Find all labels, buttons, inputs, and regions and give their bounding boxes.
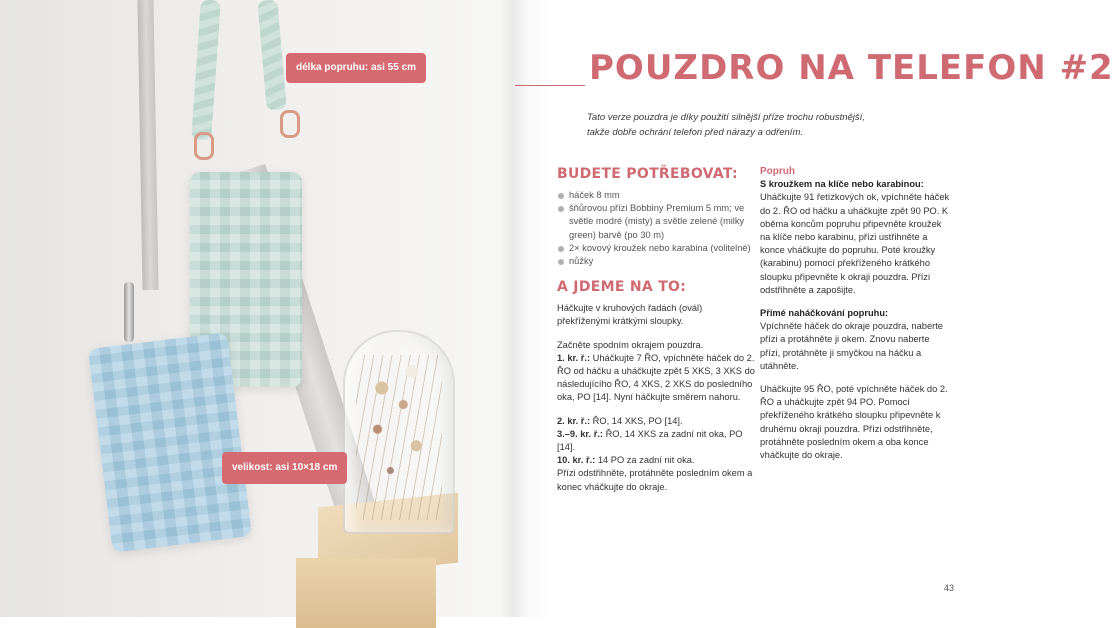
row-instruction xyxy=(557,415,757,428)
row-instruction xyxy=(557,454,757,467)
size-tag: velikost: asi 10×18 cm xyxy=(222,452,347,484)
product-photo xyxy=(0,0,515,617)
right-column xyxy=(760,165,950,462)
metal-hook-icon xyxy=(124,282,134,342)
paragraph: Přízi odstřihněte, protáhněte posledním okem a konec vháčkujte do okraje. xyxy=(557,468,753,492)
paragraph: Vpíchněte háček do okraje pouzdra, naberte přízi a protáhněte ji okem. Znovu naberte přízi, protáhněte ji smyčkou na háčku a utáhněte. xyxy=(760,321,943,371)
list-item: háček 8 mm xyxy=(557,189,757,202)
intro-text: Tato verze pouzdra je díky použití silnější příze trochu robustnější, takže dobře ochrání telefon před nárazy a odřením. xyxy=(587,112,865,138)
mint-rope-strap-right xyxy=(257,0,287,111)
row-text: ŘO, 14 XKS, PO [14]. xyxy=(590,415,683,426)
materials-list xyxy=(557,189,757,268)
list-item: nůžky xyxy=(557,255,757,268)
carabiner-icon xyxy=(194,132,214,160)
carabiner-icon xyxy=(280,110,300,138)
list-item: šňůrovou přízi Bobbiny Premium 5 mm; ve světle modré (misty) a světle zelené (milky green) barvě (po 30 m) xyxy=(557,202,757,242)
paragraph: Háčkujte v kruhových řadách (ovál) překříženými krátkými sloupky. xyxy=(557,303,703,327)
instructions-heading: A JDEME NA TO: xyxy=(557,279,687,296)
dried-flowers xyxy=(356,355,442,520)
blue-phone-pouch xyxy=(88,332,252,553)
row-label: 10. kr. ř.: xyxy=(557,455,596,466)
spacer xyxy=(760,373,950,383)
row-text: ŘO, 14 XKS za zadní nit oka, PO [14]. xyxy=(557,428,743,453)
strap-subheading: Přímé naháčkování popruhu: xyxy=(760,308,889,319)
wooden-block xyxy=(296,558,436,628)
row-label: 3.–9. kr. ř.: xyxy=(557,428,603,439)
strap-subheading: S kroužkem na klíče nebo karabinou: xyxy=(760,179,924,190)
row-instruction xyxy=(557,428,757,454)
mint-rope-strap-left xyxy=(191,0,221,141)
row-label: 1. kr. ř.: xyxy=(557,352,591,363)
paragraph: Uháčkujte 91 řetízkových ok, vpíchněte háček do 2. ŘO od háčku a uháčkujte zpět 90 PO. K oběma koncům popruhu připevněte kroužek na klíče nebo karabinu, přízi ustřihněte a konce vháčkujte do popruhu. Poté kroužky (karabinu) pomocí překříženého krátkého sloupku připevněte k okraji pouzdra. Přízi odstřihněte a zapošijte. xyxy=(760,192,950,295)
materials-heading: BUDETE POTŘEBOVAT: xyxy=(557,166,738,182)
row-text: 14 PO za zadní nit oka. xyxy=(595,455,695,466)
page-number: 43 xyxy=(944,583,955,593)
row-instruction xyxy=(557,352,757,405)
spacer xyxy=(557,329,757,339)
row-text: Uháčkujte 7 ŘO, vpíchněte háček do 2. ŘO od háčku a uháčkujte zpět 5 XKS, 3 XKS do následujícího ŘO, 4 XKS, 2 XKS do posledního oka, PO [14]. Nyní háčkujte směrem nahoru. xyxy=(557,352,755,403)
left-column xyxy=(557,165,757,494)
strap-length-tag: délka popruhu: asi 55 cm xyxy=(286,53,426,83)
spacer xyxy=(557,268,757,278)
list-item: 2× kovový kroužek nebo karabina (volitelné) xyxy=(557,242,757,255)
instruction-page xyxy=(515,0,1114,617)
page-title: POUZDRO NA TELEFON #2 xyxy=(585,48,1118,88)
spacer xyxy=(760,297,950,307)
paragraph: Uháčkujte 95 ŘO, poté vpíchněte háček do 2. ŘO a uháčkujte zpět 94 PO. Pomocí překříženého krátkého sloupku připevněte k druhému okraji pouzdra. Přízi odstřihněte, protáhněte posledním okem a oba konce vháčkujte do okraje. xyxy=(760,384,948,461)
row-label: 2. kr. ř.: xyxy=(557,415,591,426)
spacer xyxy=(557,405,757,415)
paragraph: Začněte spodním okrajem pouzdra. xyxy=(557,339,704,350)
strap-heading: Popruh xyxy=(760,166,795,177)
grey-strap xyxy=(137,0,158,290)
